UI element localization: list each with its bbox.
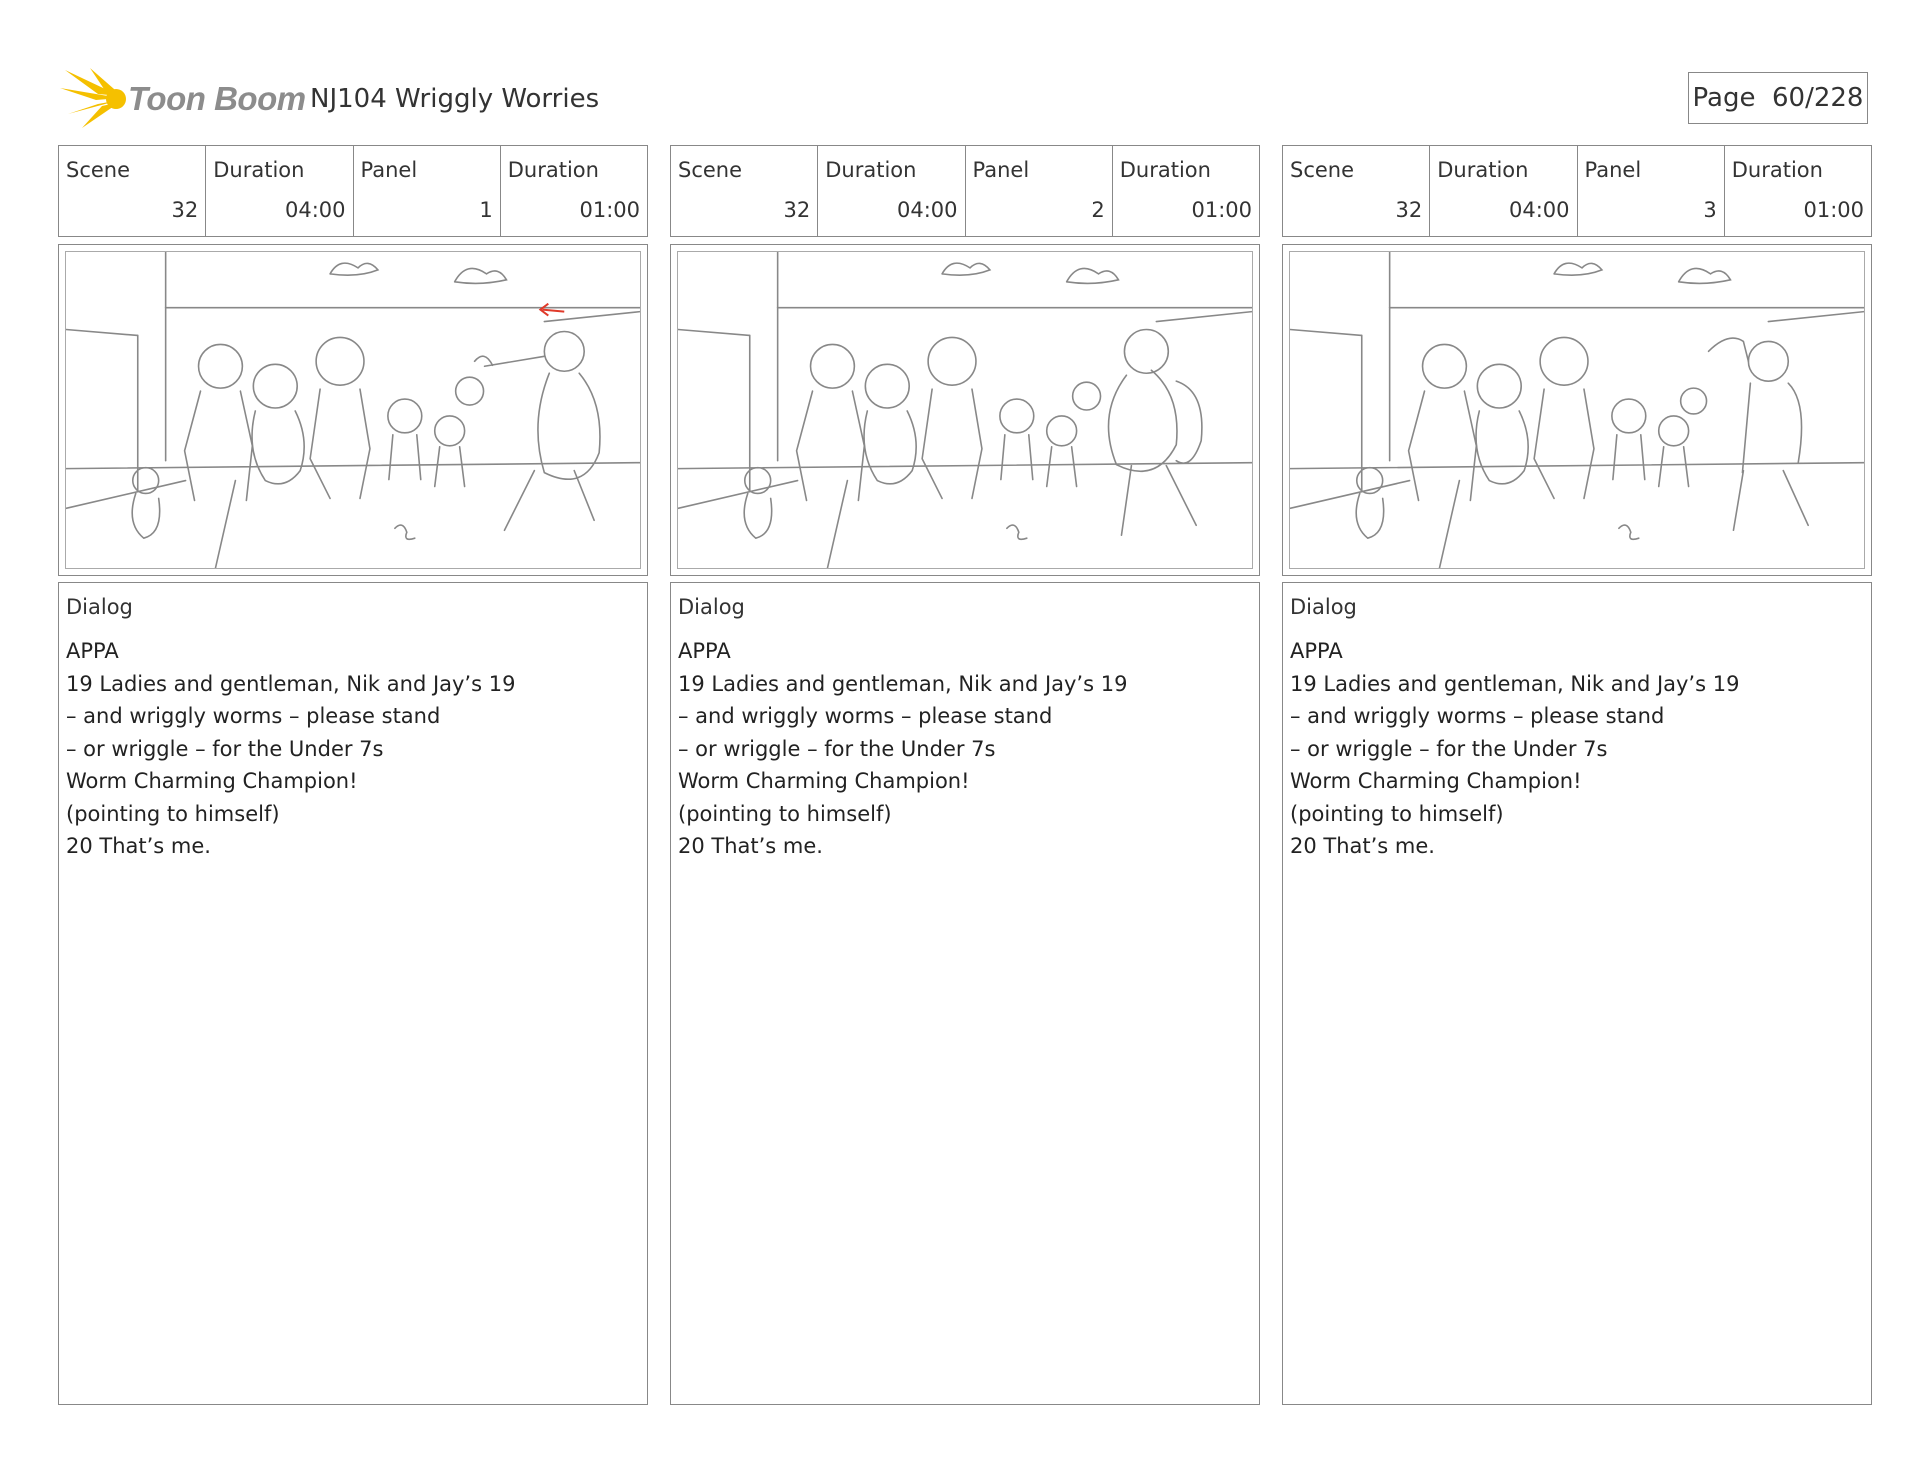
storyboard-column-3 (1282, 145, 1872, 1405)
scene-cell (671, 146, 818, 236)
dialog-line: (pointing to himself) (66, 801, 280, 826)
pencil-sketch (1290, 252, 1864, 568)
storyboard-column-1 (58, 145, 648, 1405)
dialog-line: – and wriggly worms – please stand (678, 704, 1053, 728)
panel-value: 2 (1091, 198, 1105, 222)
duration-label: Duration (213, 158, 305, 182)
dialog-line: (pointing to himself) (678, 801, 892, 826)
dialog-line: 19 Ladies and gentleman, Nik and Jay’s 19 (678, 671, 1128, 696)
dialog-line: Worm Charming Champion! (66, 769, 358, 793)
scene-value: 32 (171, 198, 199, 222)
duration-label: Duration (825, 158, 917, 182)
scene-duration-cell (1430, 146, 1577, 236)
duration-label: Duration (1119, 158, 1211, 182)
dialog-line: APPA (1290, 639, 1343, 663)
dialog-line: – and wriggly worms – please stand (66, 704, 441, 728)
panel-duration-cell (1725, 146, 1871, 236)
dialog-line: – or wriggle – for the Under 7s (66, 736, 384, 761)
dialog-line: APPA (678, 639, 731, 663)
dialog-line: Worm Charming Champion! (678, 769, 970, 793)
panel-label: Panel (972, 158, 1030, 182)
dialog-line: (pointing to himself) (1290, 801, 1504, 826)
scene-label: Scene (1290, 158, 1355, 182)
dialog-line: 19 Ladies and gentleman, Nik and Jay’s 19 (66, 671, 516, 696)
dialog-lines (1290, 635, 1739, 863)
dialog-box (1282, 582, 1872, 1405)
storyboard-frame-2 (670, 244, 1260, 576)
sketch-image (65, 251, 641, 569)
dialog-lines (678, 635, 1127, 863)
page-indicator (1688, 72, 1868, 124)
dialog-line: Worm Charming Champion! (1290, 769, 1582, 793)
scene-label: Scene (678, 158, 743, 182)
panel-label: Panel (1584, 158, 1642, 182)
scene-label: Scene (66, 158, 131, 182)
scene-cell (1283, 146, 1430, 236)
storyboard-column-2 (670, 145, 1260, 1405)
panel-cell (1578, 146, 1725, 236)
panel-cell (354, 146, 501, 236)
page-number: 60/228 (1772, 83, 1864, 113)
panel-duration-cell (1113, 146, 1259, 236)
pencil-sketch (678, 252, 1252, 568)
duration-label: Duration (507, 158, 599, 182)
dialog-line: 20 That’s me. (66, 834, 211, 858)
sketch-image (1289, 251, 1865, 569)
panel-label: Panel (360, 158, 418, 182)
scene-value: 32 (783, 198, 811, 222)
scene-duration-value: 04:00 (896, 198, 958, 222)
storyboard-frame-1 (58, 244, 648, 576)
duration-label: Duration (1437, 158, 1529, 182)
scene-duration-cell (206, 146, 353, 236)
dialog-label: Dialog (1290, 595, 1357, 619)
dialog-line: APPA (66, 639, 119, 663)
panel-duration-value: 01:00 (1191, 198, 1252, 222)
dialog-label: Dialog (678, 595, 745, 619)
sketch-image (677, 251, 1253, 569)
logo-text: Toon Boom (128, 80, 306, 117)
dialog-line: 20 That’s me. (678, 834, 823, 858)
page-label: Page (1692, 83, 1756, 113)
pencil-sketch (66, 252, 640, 568)
duration-label: Duration (1731, 158, 1823, 182)
dialog-line: – or wriggle – for the Under 7s (678, 736, 996, 761)
panel-duration-value: 01:00 (579, 198, 640, 222)
panel-value: 3 (1703, 198, 1717, 222)
document-title: NJ104 Wriggly Worries (310, 84, 600, 114)
red-arrow-icon (540, 304, 564, 316)
scene-value: 32 (1395, 198, 1423, 222)
dialog-line: – and wriggly worms – please stand (1290, 704, 1665, 728)
panel-info-row (670, 145, 1260, 237)
dialog-line: 19 Ladies and gentleman, Nik and Jay’s 19 (1290, 671, 1740, 696)
dialog-label: Dialog (66, 595, 133, 619)
scene-duration-value: 04:00 (1508, 198, 1570, 222)
dialog-lines (66, 635, 515, 863)
dialog-line: – or wriggle – for the Under 7s (1290, 736, 1608, 761)
dialog-line: 20 That’s me. (1290, 834, 1435, 858)
panel-info-row (1282, 145, 1872, 237)
panel-value: 1 (479, 198, 493, 222)
storyboard-frame-3 (1282, 244, 1872, 576)
dialog-box (58, 582, 648, 1405)
dialog-box (670, 582, 1260, 1405)
scene-duration-value: 04:00 (284, 198, 346, 222)
panel-cell (966, 146, 1113, 236)
scene-duration-cell (818, 146, 965, 236)
panel-duration-value: 01:00 (1803, 198, 1864, 222)
panel-duration-cell (501, 146, 647, 236)
scene-cell (59, 146, 206, 236)
panel-info-row (58, 145, 648, 237)
